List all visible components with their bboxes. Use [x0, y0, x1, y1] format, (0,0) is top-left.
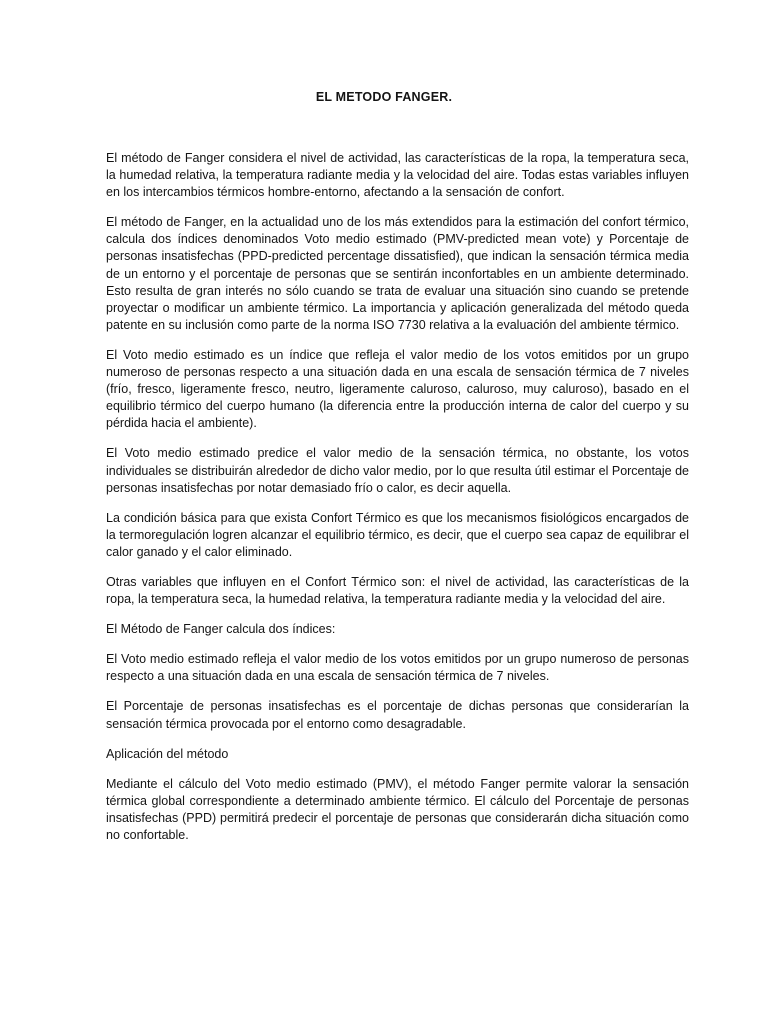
paragraph-two-indices: El Método de Fanger calcula dos índices:: [106, 622, 336, 637]
paragraph-variables: Otras variables que influyen en el Confort Térmico son: el nivel de actividad, las características de la ropa, la temperatura seca, la humedad relativa, la temperatura radiante media y la velocidad del aire.: [106, 574, 689, 607]
document-title: EL METODO FANGER.: [315, 90, 453, 104]
document-body: [106, 150, 689, 857]
paragraph-ppd-estimation: El Voto medio estimado predice el valor medio de la sensación térmica, no obstante, los votos individuales se distribuirán alrededor de dicho valor medio, por lo que resulta útil estimar el Porcentaje de personas insatisfechas por notar demasiado frío o calor, es decir aquella.: [106, 446, 689, 495]
paragraph-pmv-summary: El Voto medio estimado refleja el valor medio de los votos emitidos por un grupo numeroso de personas respecto a una situación dada en una escala de sensación térmica de 7 niveles.: [106, 652, 689, 684]
paragraph-comfort-condition: La condición básica para que exista Confort Térmico es que los mecanismos fisiológicos encargados de la termoregulación logren alcanzar el equilibrio térmico, es decir, que el cuerpo sea capaz de equilibrar el calor ganado y el calor eliminado.: [106, 510, 689, 559]
paragraph-indices: El método de Fanger, en la actualidad uno de los más extendidos para la estimación del confort térmico, calcula dos índices denominados Voto medio estimado (PMV-predicted mean vote) y Porcentaje de personas insatisfechas (PPD-predicted percentage dissatisfied), que indican la sensación térmica media de un entorno y el porcentaje de personas que se sentirán inconfortables en un ambiente determinado. Esto resulta de gran interés no sólo cuando se trata de evaluar una situación sino cuando se pretende proyectar o modificar un ambiente térmico. La importancia y aplicación generalizada del método queda patente en su inclusión como parte de la norma ISO 7730 relativa a la evaluación del ambiente térmico.: [106, 215, 689, 332]
paragraph-application: Mediante el cálculo del Voto medio estimado (PMV), el método Fanger permite valorar la sensación térmica global correspondiente a determinado ambiente térmico. El cálculo del Porcentaje de personas insatisfechas (PPD) permitirá predecir el porcentaje de personas que considerarán dicha situación como no confortable.: [106, 776, 689, 842]
paragraph-intro: El método de Fanger considera el nivel de actividad, las características de la ropa, la temperatura seca, la humedad relativa, la temperatura radiante media y la velocidad del aire. Todas estas variables influyen en los intercambios térmicos hombre-entorno, afectando a la sensación de confort.: [106, 151, 689, 200]
paragraph-pmv-definition: El Voto medio estimado es un índice que refleja el valor medio de los votos emitidos por un grupo numeroso de personas respecto a una situación dada en una escala de sensación térmica de 7 niveles (frío, fresco, ligeramente fresco, neutro, ligeramente caluroso, caluroso, muy caluroso), basado en el equilibrio térmico del cuerpo humano (la diferencia entre la producción interna de calor del cuerpo y su pérdida hacia el ambiente).: [106, 347, 689, 431]
section-heading-application: Aplicación del método: [106, 746, 229, 761]
paragraph-ppd-summary: El Porcentaje de personas insatisfechas es el porcentaje de dichas personas que considerarían la sensación térmica provocada por el entorno como desagradable.: [106, 699, 689, 731]
